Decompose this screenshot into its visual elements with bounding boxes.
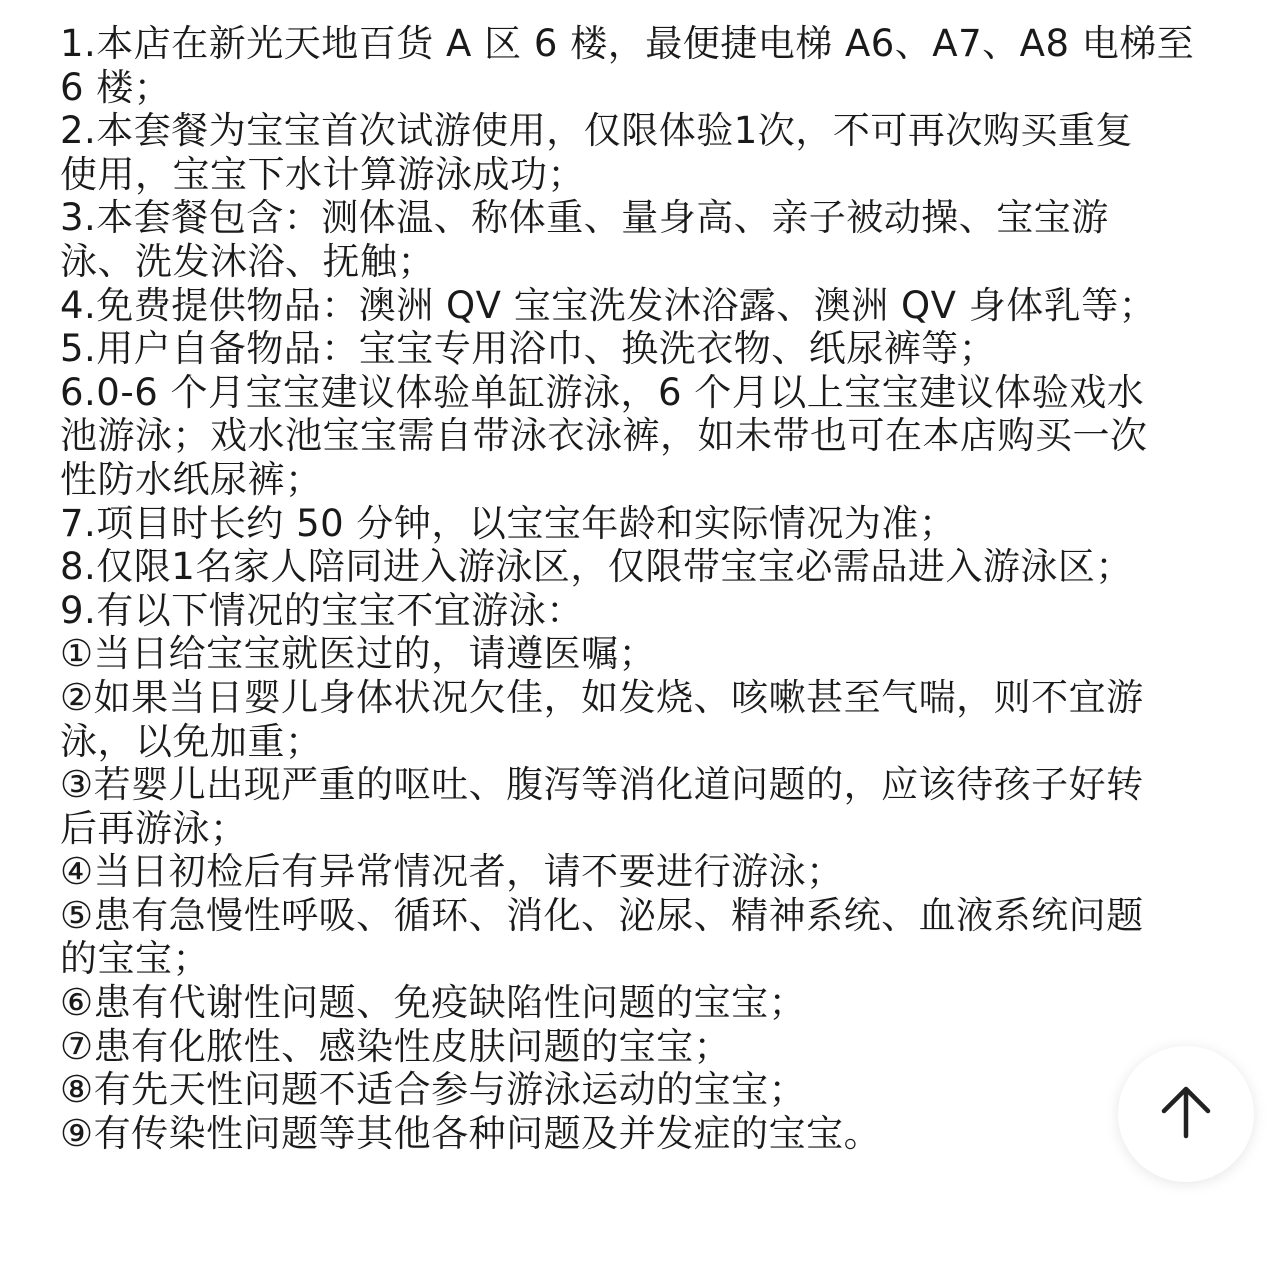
arrow-up-icon: [1156, 1082, 1216, 1146]
notice-line: ②如果当日婴儿身体状况欠佳，如发烧、咳嗽甚至气喘，则不宜游: [60, 675, 1144, 719]
notice-line: ⑥患有代谢性问题、免疫缺陷性问题的宝宝；: [60, 981, 807, 1025]
notice-line: 的宝宝；: [60, 937, 210, 981]
notice-line: 6 楼；: [60, 65, 172, 109]
notice-line: 泳、洗发沐浴、抚触；: [60, 239, 435, 283]
notice-line: ⑦患有化脓性、感染性皮肤问题的宝宝；: [60, 1024, 732, 1068]
notice-line: ⑤患有急慢性呼吸、循环、消化、泌尿、精神系统、血液系统问题: [60, 893, 1144, 937]
notice-line: 9.有以下情况的宝宝不宜游泳：: [60, 588, 584, 632]
notice-line: ③若婴儿出现严重的呕吐、腹泻等消化道问题的，应该待孩子好转: [60, 763, 1144, 807]
notice-line: ⑨有传染性问题等其他各种问题及并发症的宝宝。: [60, 1111, 882, 1155]
notice-line: 4.免费提供物品：澳洲 QV 宝宝洗发沐浴露、澳洲 QV 身体乳等；: [60, 283, 1157, 327]
notice-line: 5.用户自备物品：宝宝专用浴巾、换洗衣物、纸尿裤等；: [60, 327, 997, 371]
notice-line: 使用，宝宝下水计算游泳成功；: [60, 152, 585, 196]
notice-line: 泳，以免加重；: [60, 719, 323, 763]
notice-line: 1.本店在新光天地百货 A 区 6 楼，最便捷电梯 A6、A7、A8 电梯至: [60, 22, 1195, 65]
notice-line: 8.仅限1名家人陪同进入游泳区，仅限带宝宝必需品进入游泳区；: [60, 545, 1133, 589]
notice-line: 6.0-6 个月宝宝建议体验单缸游泳，6 个月以上宝宝建议体验戏水: [60, 370, 1145, 414]
notice-line: ⑧有先天性问题不适合参与游泳运动的宝宝；: [60, 1068, 807, 1112]
notice-line: 7.项目时长约 50 分钟，以宝宝年龄和实际情况为准；: [60, 501, 957, 545]
notice-line: ④当日初检后有异常情况者，请不要进行游泳；: [60, 850, 844, 894]
scroll-to-top-button[interactable]: [1118, 1046, 1254, 1182]
notice-line: 3.本套餐包含：测体温、称体重、量身高、亲子被动操、宝宝游: [60, 196, 1109, 240]
notice-line: 后再游泳；: [60, 806, 248, 850]
notice-text: [60, 22, 1230, 1155]
notice-line: 性防水纸尿裤；: [60, 457, 323, 501]
notice-line: ①当日给宝宝就医过的，请遵医嘱；: [60, 632, 657, 676]
notice-line: 2.本套餐为宝宝首次试游使用，仅限体验1次，不可再次购买重复: [60, 109, 1133, 153]
notice-line: 池游泳；戏水池宝宝需自带泳衣泳裤，如未带也可在本店购买一次: [60, 414, 1148, 458]
